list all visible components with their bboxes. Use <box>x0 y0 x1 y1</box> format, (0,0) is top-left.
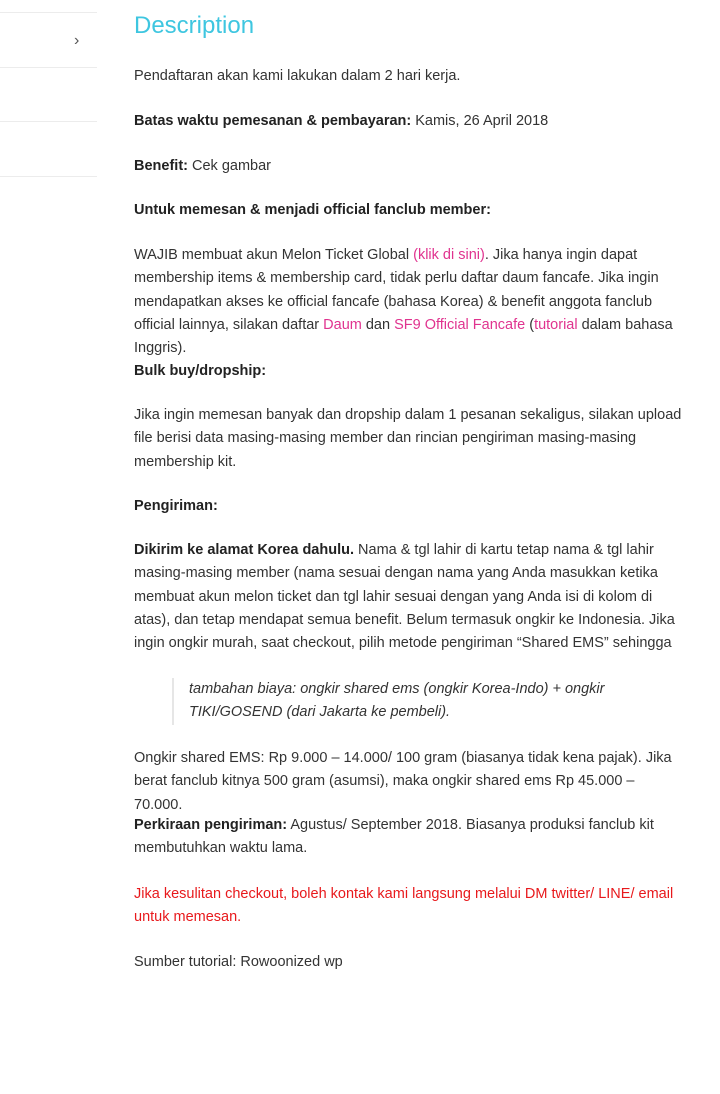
wajib-text-2: . Jika hanya ingin dapat membership items & membership card, tidak perlu daftar daum fancafe. Jika ingin mendapatkan akses ke official fancafe (bahasa Korea) & benefit anggota fanclub official lainnya, silakan daftar <box>134 247 659 333</box>
description-heading: Description <box>134 12 255 39</box>
deadline-value: Kamis, 26 April 2018 <box>411 113 549 129</box>
bulk-paragraph: Jika ingin memesan banyak dan dropship dalam 1 pesanan sekaligus, silakan upload file berisi data masing-masing member dan rincian pengiriman masing-masing membership kit. <box>134 407 682 470</box>
wajib-text-1: WAJIB membuat akun Melon Ticket Global <box>134 247 414 263</box>
benefit-label: Benefit: <box>134 158 188 174</box>
shipping-paragraph <box>134 539 682 655</box>
daum-link[interactable]: Daum <box>323 316 362 333</box>
sidebar-item[interactable] <box>0 68 97 122</box>
estimate-text: Agustus/ September 2018. Biasanya produksi fanclub kit membutuhkan waktu lama. <box>134 817 654 857</box>
tutorial-link[interactable]: tutorial <box>534 316 578 333</box>
registration-note: Pendaftaran akan kami lakukan dalam 2 hari kerja. <box>134 68 461 84</box>
shipping-text: Nama & tgl lahir di kartu tetap nama & tgl lahir masing-masing member (nama sesuai dengan nama yang Anda masukkan ketika membuat akun melon ticket dan tgl lahir sesuai dengan yang Anda isi di kolom di atas), dan tetap mendapat semua benefit. Belum termasuk ongkir ke Indonesia. Jika ingin ongkir murah, saat checkout, pilih metode pengiriman “Shared EMS” sehingga <box>134 542 675 652</box>
wajib-paragraph <box>134 244 682 360</box>
chevron-right-icon: › <box>74 32 80 49</box>
shipping-heading-paragraph <box>134 495 682 518</box>
wajib-text-4: ( <box>525 316 535 333</box>
benefit-value: Cek gambar <box>187 158 271 174</box>
source-note: Sumber tutorial: Rowoonized wp <box>134 954 343 970</box>
wajib-text-5: dalam bahasa Inggris). <box>134 316 673 357</box>
sidebar <box>0 0 97 180</box>
benefit-paragraph <box>134 155 682 178</box>
shipping-quote: tambahan biaya: ongkir shared ems (ongkir Korea-Indo) + ongkir TIKI/GOSEND (dari Jakarta ke pembeli). <box>172 678 699 725</box>
sf9-fancafe-link[interactable]: SF9 Official Fancafe <box>394 316 526 333</box>
bulk-heading-paragraph <box>134 360 682 383</box>
melon-ticket-link[interactable]: (klik di sini) <box>413 247 485 263</box>
order-heading-paragraph <box>134 199 682 222</box>
sidebar-item[interactable] <box>0 13 97 67</box>
sidebar-divider <box>0 176 97 177</box>
deadline-label: Batas waktu pemesanan & pembayaran: <box>134 113 412 129</box>
wajib-text-3: dan <box>361 316 395 333</box>
shipping-label: Dikirim ke alamat Korea dahulu. <box>134 542 354 558</box>
estimate-paragraph <box>134 814 682 861</box>
deadline-paragraph <box>134 110 682 133</box>
contact-note: Jika kesulitan checkout, boleh kontak kami langsung melalui DM twitter/ LINE/ email untuk memesan. <box>134 886 674 926</box>
shipping-heading: Pengiriman: <box>134 498 218 514</box>
bulk-heading: Bulk buy/dropship: <box>134 363 267 379</box>
estimate-label: Perkiraan pengiriman: <box>134 817 288 833</box>
ems-paragraph: Ongkir shared EMS: Rp 9.000 – 14.000/ 100 gram (biasanya tidak kena pajak). Jika berat fanclub kitnya 500 gram (asumsi), maka ongkir shared ems Rp 45.000 – 70.000. <box>134 750 672 813</box>
sidebar-item[interactable] <box>0 122 97 176</box>
order-heading: Untuk memesan & menjadi official fanclub member: <box>134 202 491 218</box>
